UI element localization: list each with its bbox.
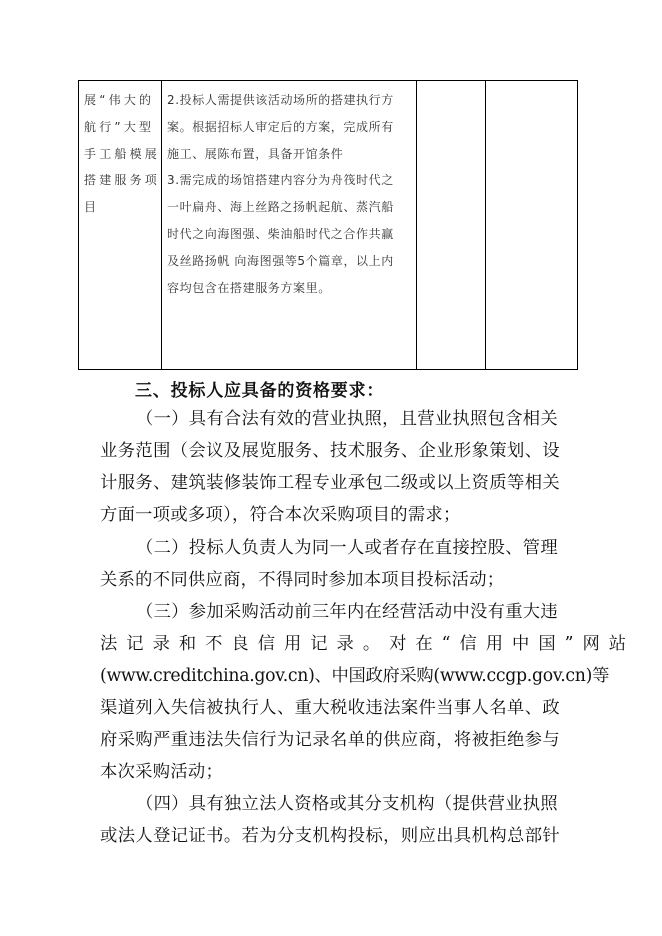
paragraph-line: 或法人登记证书。若为分支机构投标，则应出具机构总部针 (100, 826, 560, 846)
project-name-line: 手工船模展 (84, 146, 161, 161)
description-line: 时代之向海图强、柴油船时代之合作共赢 (167, 226, 394, 241)
paragraph-line: （三）参加采购活动前三年内在经营活动中没有重大违 (136, 602, 558, 622)
paragraph-line: 计服务、建筑装修装饰工程专业承包二级或以上资质等相关 (100, 473, 560, 493)
project-description-cell (167, 87, 417, 301)
paragraph-line: 府采购严重违法失信行为记录名单的供应商，将被拒绝参与 (100, 730, 560, 750)
project-name-line: 目 (84, 200, 100, 215)
paragraph-line: 关系的不同供应商，不得同时参加本项目投标活动； (100, 570, 505, 590)
project-name-cell (84, 87, 161, 221)
description-line: 容均包含在搭建服务方案里。 (167, 280, 331, 295)
project-name-line: 搭建服务项 (84, 173, 161, 188)
paragraph-line: （四）具有独立法人资格或其分支机构（提供营业执照 (136, 794, 558, 814)
description-line: 一叶扁舟、海上丝路之扬帆起航、蒸汽船 (167, 200, 394, 215)
paragraph-line: (www.creditchina.gov.cn)、中国政府采购(www.ccgp.gov.cn)等 (100, 666, 610, 686)
description-line: 施工、展陈布置，具备开馆条件 (167, 146, 344, 161)
project-table (78, 80, 578, 370)
description-line: 及丝路扬帆 向海图强等5个篇章，以上内 (167, 253, 394, 268)
table-column-divider (485, 81, 486, 369)
description-line: 案。根据招标人审定后的方案，完成所有 (167, 119, 394, 134)
paragraph-line: （一）具有合法有效的营业执照，且营业执照包含相关 (136, 409, 558, 429)
paragraph-line: 业务范围（会议及展览服务、技术服务、企业形象策划、设 (100, 441, 560, 461)
table-column-divider (161, 81, 162, 369)
paragraph-line: 渠道列入失信被执行人、重大税收违法案件当事人名单、政 (100, 698, 560, 718)
paragraph-line: 本次采购活动； (100, 762, 224, 782)
project-name-line: 展“伟大的 (84, 93, 155, 107)
description-line: 3.需完成的场馆搭建内容分为舟筏时代之 (167, 173, 394, 188)
paragraph-line: 方面一项或多项），符合本次采购项目的需求； (100, 505, 461, 525)
project-name-line: 航行”大型 (84, 119, 155, 134)
paragraph-line: 法记录和不良信用记录。对在“信用中国”网站 (100, 634, 636, 654)
paragraph-line: （二）投标人负责人为同一人或者存在直接控股、管理 (136, 538, 558, 558)
section-heading: 三、投标人应具备的资格要求： (135, 381, 385, 401)
description-line: 2.投标人需提供该活动场所的搭建执行方 (167, 93, 394, 107)
